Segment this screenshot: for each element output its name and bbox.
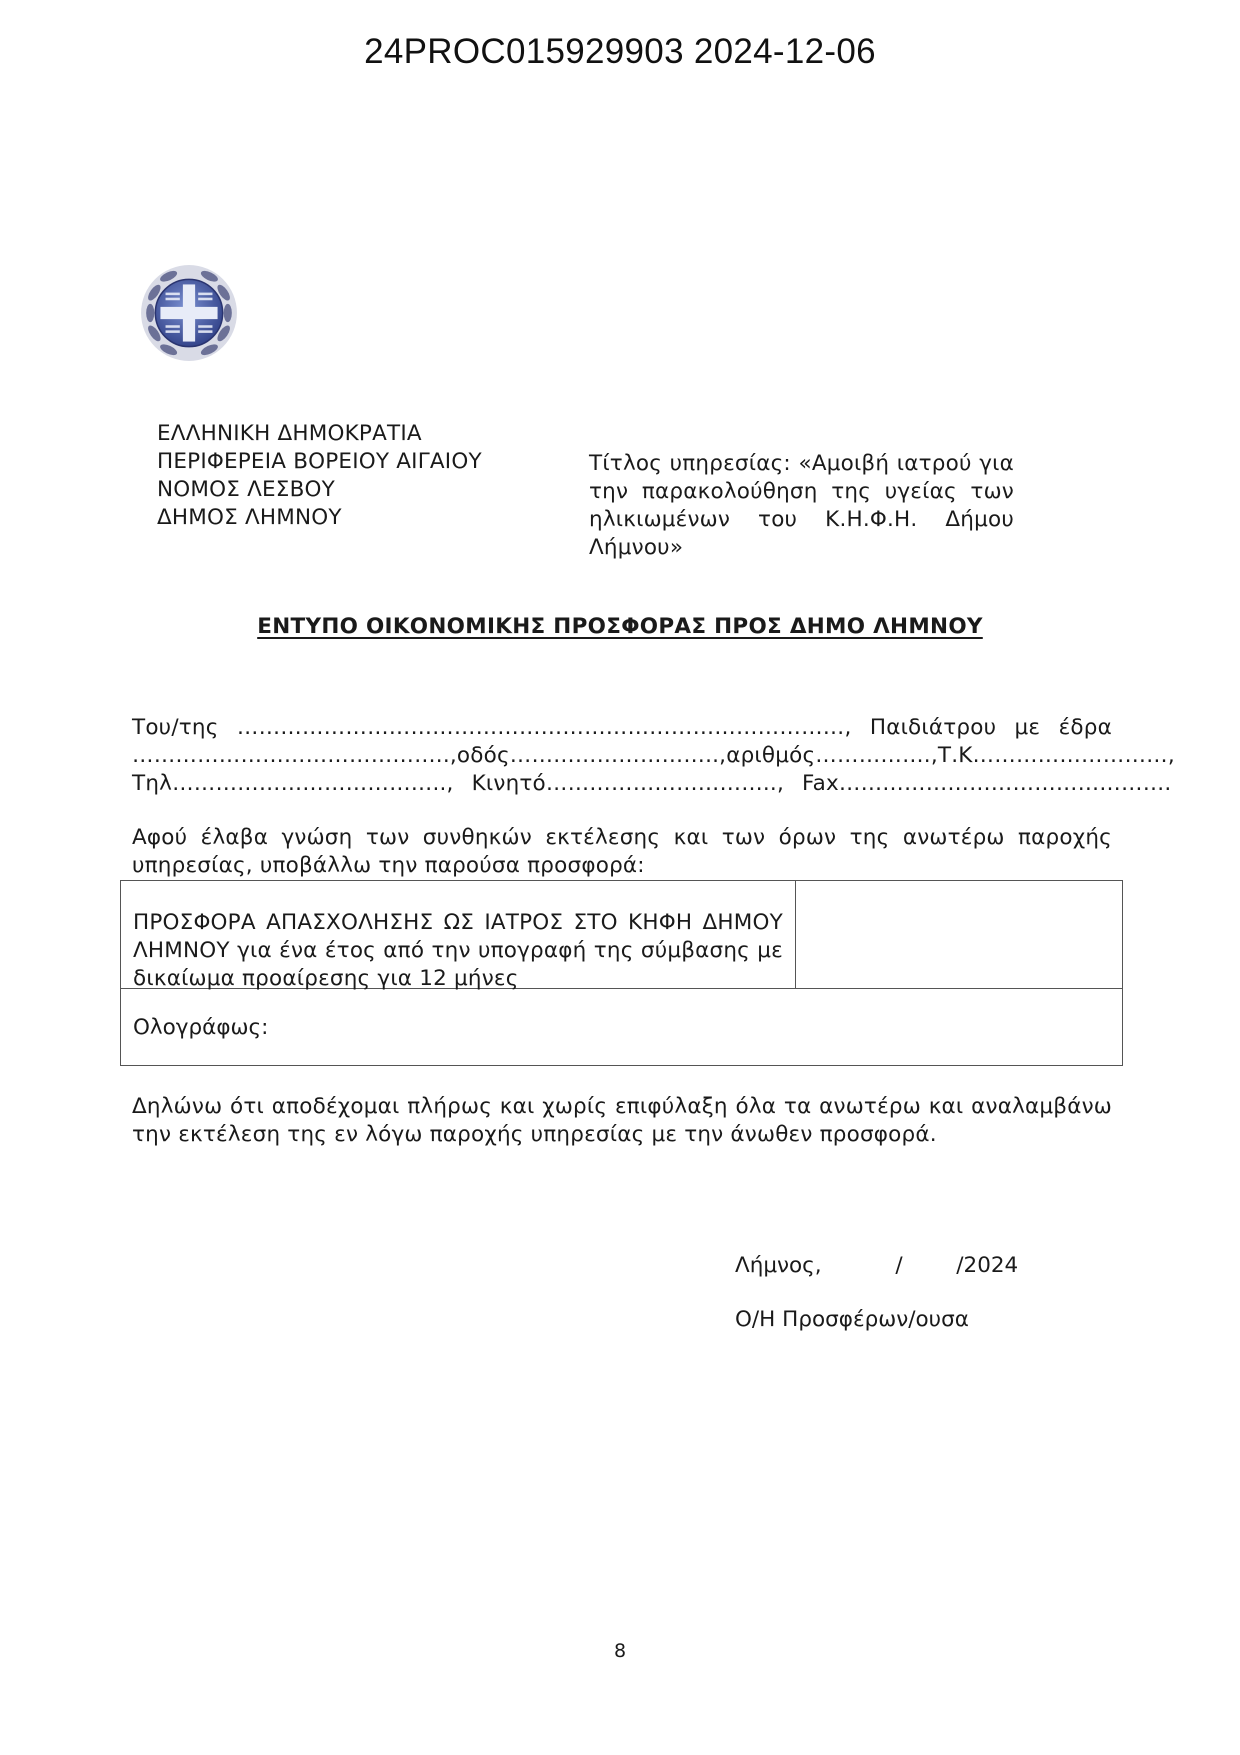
applicant-line-1 bbox=[132, 714, 1112, 742]
applicant-field: Παιδιάτρου bbox=[869, 715, 997, 740]
issuing-authority bbox=[157, 420, 482, 532]
service-title: Τίτλος υπηρεσίας: «Αμοιβή ιατρού για την παρακολούθηση της υγείας των ηλικιωμένων του Κ.Η.Φ.Η. Δήμου Λήμνου» bbox=[589, 451, 1014, 560]
acknowledgement-text: Αφού έλαβα γνώση των συνθηκών εκτέλεσης και των όρων της ανωτέρω παροχής υπηρεσίας, υποβάλλω την παρούσα προσφορά: bbox=[132, 825, 1112, 878]
authority-line: ΕΛΛΗΝΙΚΗ ΔΗΜΟΚΡΑΤΙΑ bbox=[157, 421, 422, 446]
fax-field[interactable]: Fax………………………………………. bbox=[802, 771, 1172, 796]
authority-line: ΠΕΡΙΦΕΡΕΙΑ ΒΟΡΕΙΟΥ ΑΙΓΑΙΟΥ bbox=[157, 449, 482, 474]
applicant-field: έδρα bbox=[1058, 715, 1112, 740]
document-id: 24PROC015929903 2024-12-06 bbox=[364, 32, 876, 71]
applicant-line-2 bbox=[132, 742, 1175, 770]
applicant-details bbox=[132, 714, 1175, 798]
date-slash: / bbox=[895, 1253, 903, 1278]
declaration-text: Δηλώνω ότι αποδέχομαι πλήρως και χωρίς επιφύλαξη όλα τα ανωτέρω και αναλαμβάνω την εκτέλεση της εν λόγω παροχής υπηρεσίας με την άνωθεν προσφορά. bbox=[132, 1094, 1112, 1147]
date-year: /2024 bbox=[956, 1253, 1019, 1278]
place-date bbox=[735, 1253, 1018, 1278]
offer-table bbox=[120, 880, 1123, 1066]
applicant-field: με bbox=[1014, 715, 1041, 740]
signer-label: Ο/Η Προσφέρων/ουσα bbox=[735, 1307, 969, 1332]
table-divider bbox=[795, 881, 796, 989]
applicant-field[interactable]: …………………………………….., bbox=[132, 743, 457, 768]
page-number: 8 bbox=[613, 1640, 627, 1662]
amount-in-words-label: Ολογράφως: bbox=[133, 1015, 269, 1040]
offer-description: ΠΡΟΣΦΟΡΑ ΑΠΑΣΧΟΛΗΣΗΣ ΩΣ ΙΑΤΡΟΣ ΣΤΟ ΚΗΦΗ ΔΗΜΟΥ ΛΗΜΝΟΥ για ένα έτος από την υπογραφή της σύμβασης με δικαίωμα προαίρεσης για 12 μήνες bbox=[133, 910, 783, 991]
applicant-line-3 bbox=[132, 770, 1172, 798]
form-title: ΕΝΤΥΠΟ ΟΙΚΟΝΟΜΙΚΗΣ ΠΡΟΣΦΟΡΑΣ ΠΡΟΣ ΔΗΜΟ ΛΗΜΝΟΥ bbox=[257, 614, 983, 639]
offer-amount-cell[interactable] bbox=[797, 881, 1122, 987]
place: Λήμνος, bbox=[735, 1253, 822, 1278]
number-field[interactable]: αριθμός……………., bbox=[726, 743, 938, 768]
applicant-field[interactable]: …………………………………………………………………………, bbox=[236, 715, 852, 740]
postal-code-field[interactable]: Τ.Κ………………………, bbox=[937, 743, 1175, 768]
authority-line: ΔΗΜΟΣ ΛΗΜΝΟΥ bbox=[157, 505, 342, 530]
applicant-field: Του/της bbox=[132, 715, 219, 740]
hellenic-republic-emblem-icon bbox=[138, 262, 240, 364]
street-field[interactable]: οδός……………………….., bbox=[456, 743, 727, 768]
offer-row bbox=[121, 881, 1122, 989]
authority-line: ΝΟΜΟΣ ΛΕΣΒΟΥ bbox=[157, 477, 335, 502]
mobile-field[interactable]: Κινητό………………………….., bbox=[471, 771, 785, 796]
phone-field[interactable]: Τηλ……………………………….., bbox=[132, 771, 454, 796]
